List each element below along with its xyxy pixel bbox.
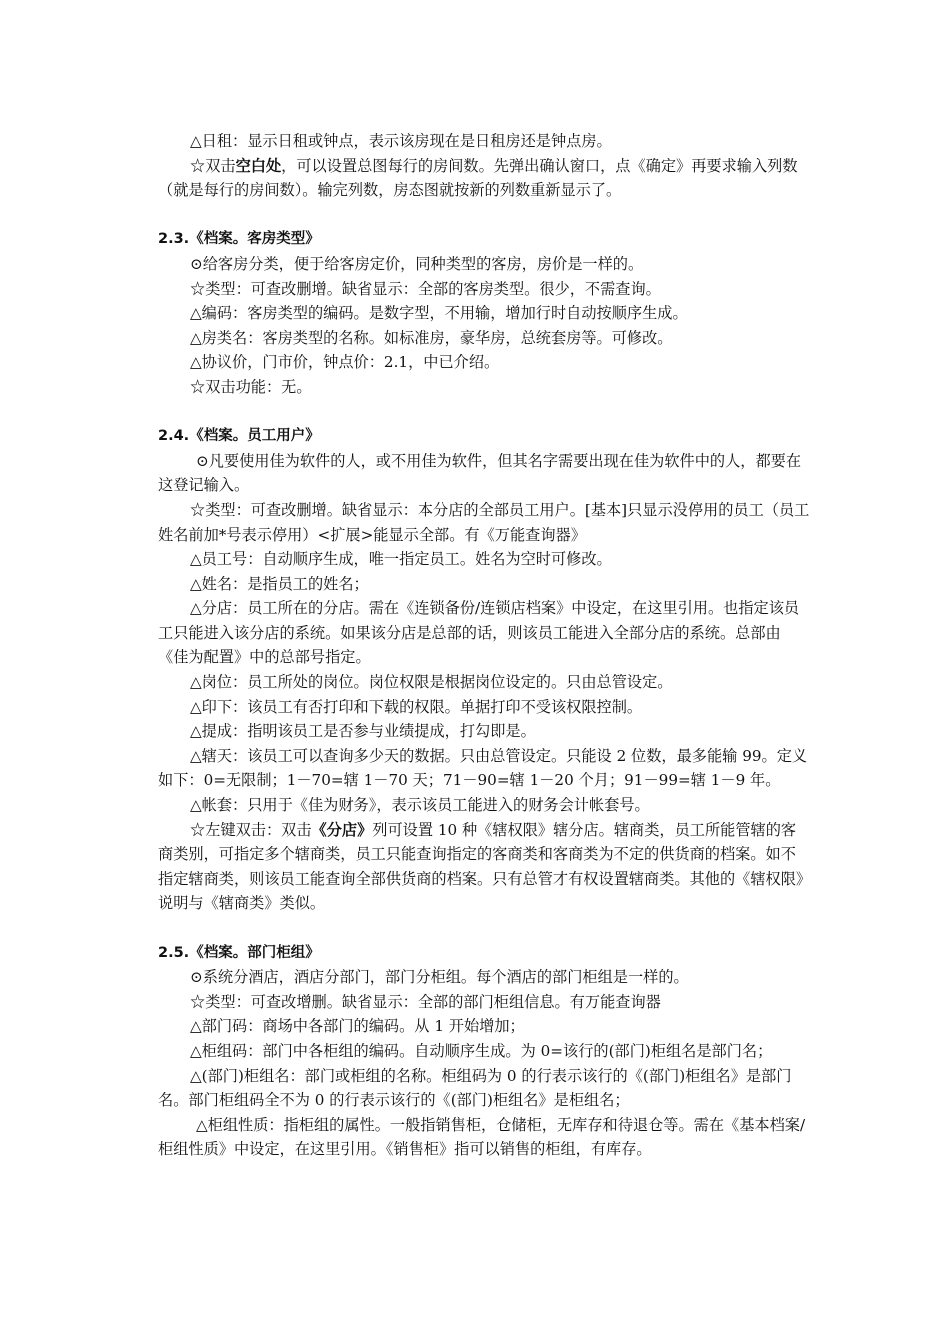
section-heading-2-4: 2.4.《档案。员工用户》: [158, 428, 320, 445]
text-prefix: ☆左键双击：双击: [190, 820, 312, 839]
paragraph: △辖天：该员工可以查询多少天的数据。只由总管设定。只能设 2 位数，最多能输 99。定义如下：0=无限制；1－70=辖 1－70 天；71－90=辖 1－20 个月；91－99=辖 1－9 年。: [158, 746, 808, 790]
paragraph: ☆类型：可查改增删。缺省显示：全部的部门柜组信息。有万能查询器: [190, 992, 661, 1011]
paragraph: △岗位：员工所处的岗位。岗位权限是根据岗位设定的。只由总管设定。: [190, 673, 673, 692]
text-prefix: ☆双击: [190, 156, 236, 175]
text-emphasis: 空白处: [235, 156, 282, 175]
text-emphasis: 《分店》: [311, 820, 373, 839]
paragraph: △员工号：自动顺序生成，唯一指定员工。姓名为空时可修改。: [190, 550, 612, 569]
paragraph: ☆类型：可查改删增。缺省显示：全部的客房类型。很少，不需查询。: [190, 279, 661, 298]
section-heading-2-5: 2.5.《档案。部门柜组》: [158, 944, 320, 961]
section-heading-2-3: 2.3.《档案。客房类型》: [158, 231, 320, 248]
spacer: [158, 916, 810, 941]
paragraph-left-double-click: [158, 818, 810, 916]
paragraph: △柜组码：部门中各柜组的编码。自动顺序生成。为 0=该行的(部门)柜组名是部门名；: [190, 1041, 773, 1060]
paragraph: ⊙凡要使用佳为软件的人，或不用佳为软件，但其名字需要出现在佳为软件中的人，都要在这登记输入。: [158, 451, 802, 495]
paragraph: △编码：客房类型的编码。是数字型，不用输，增加行时自动按顺序生成。: [190, 304, 688, 323]
paragraph: △分店：员工所在的分店。需在《连锁备份/连锁店档案》中设定，在这里引用。也指定该员工只能进入该分店的系统。如果该分店是总部的话，则该员工能进入全部分店的系统。总部由《佳为配置》中的总部号指定。: [158, 599, 800, 667]
paragraph: △(部门)柜组名：部门或柜组的名称。柜组码为 0 的行表示该行的《(部门)柜组名》是部门名。部门柜组码全不为 0 的行表示该行的《(部门)柜组名》是柜组名；: [158, 1066, 792, 1110]
paragraph: ☆类型：可查改删增。缺省显示：本分店的全部员工用户。[基本]只显示没停用的员工（员工姓名前加*号表示停用）<扩展>能显示全部。有《万能查询器》: [158, 500, 810, 544]
paragraph: ⊙系统分酒店，酒店分部门，部门分柜组。每个酒店的部门柜组是一样的。: [190, 968, 689, 987]
paragraph: △印下：该员工有否打印和下载的权限。单据打印不受该权限控制。: [190, 697, 643, 716]
paragraph: △帐套：只用于《佳为财务》，表示该员工能进入的财务会计帐套号。: [190, 796, 650, 815]
spacer: [158, 400, 810, 425]
text-rest: 列可设置 10 种《辖权限》辖分店。辖商类，员工所能管辖的客商类别，可指定多个辖商类，员工只能查询指定的客商类和客商类为不定的供货商的档案。如不指定辖商类，则该员工能查询全部供货商的档案。只有总管才有权设置辖商类。其他的《辖权限》说明与《辖商类》类似。: [158, 820, 804, 913]
paragraph: △提成：指明该员工是否参与业绩提成，打勾即是。: [190, 722, 536, 741]
paragraph: ⊙给客房分类，便于给客房定价，同种类型的客房，房价是一样的。: [190, 254, 644, 273]
paragraph-rizu: △日租：显示日租或钟点，表示该房现在是日租房还是钟点房。: [190, 132, 612, 150]
paragraph: ☆双击功能：无。: [190, 377, 312, 396]
paragraph: △协议价，门市价，钟点价：2.1，中已介绍。: [190, 353, 500, 372]
text-rest: ，可以设置总图每行的房间数。先弹出确认窗口，点《确定》再要求输入列数（就是每行的房间数）。输完列数，房态图就按新的列数重新显示了。: [158, 156, 798, 200]
paragraph: △房类名：客房类型的名称。如标准房，豪华房，总统套房等。可修改。: [190, 328, 673, 347]
spacer: [158, 203, 810, 228]
paragraph: △柜组性质：指柜组的属性。一般指销售柜，仓储柜，无库存和待退仓等。需在《基本档案/柜组性质》中设定，在这里引用。《销售柜》指可以销售的柜组，有库存。: [158, 1115, 806, 1159]
document-body: [158, 129, 810, 1162]
paragraph: △部门码：商场中各部门的编码。从 1 开始增加；: [190, 1017, 525, 1036]
paragraph: △姓名：是指员工的姓名；: [190, 574, 369, 593]
paragraph-double-click-blank: [158, 154, 810, 203]
